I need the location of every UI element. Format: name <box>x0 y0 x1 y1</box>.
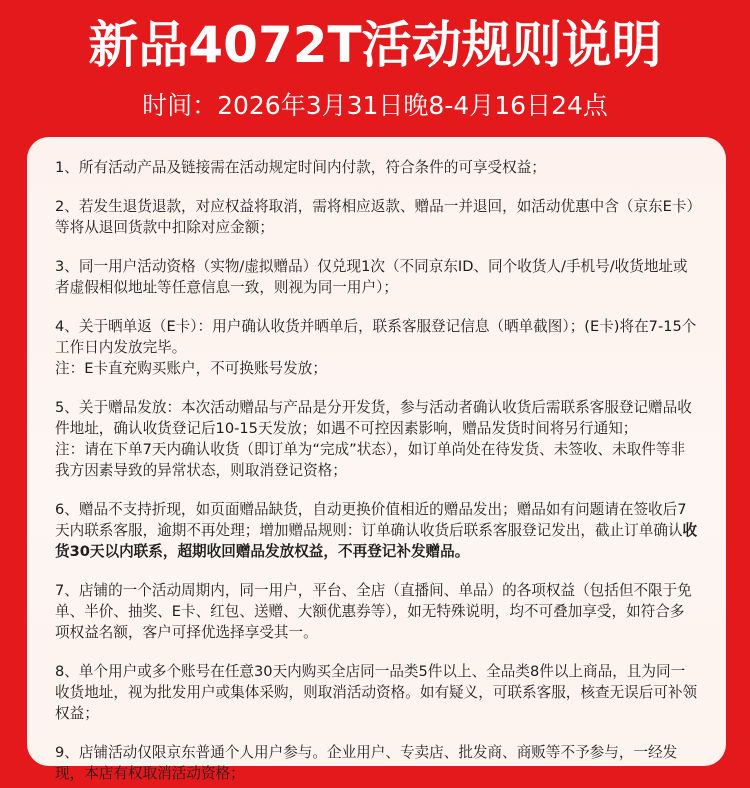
rule-text: 4、关于晒单返（E卡）：用户确认收货并晒单后，联系客服登记信息（晒单截图）；(E卡)将在7-15个工作日内发放完毕。 <box>55 318 697 356</box>
rule-item-4 <box>55 316 698 379</box>
rule-item-8 <box>55 661 698 724</box>
rule-text: 2、若发生退货退款，对应权益将取消，需将相应返款、赠品一并退回，如活动优惠中含（京东E卡）等将从退回货款中扣除对应金额； <box>55 198 694 236</box>
rule-text: 3、同一用户活动资格（实物/虚拟赠品）仅兑现1次（不同京东ID、同个收货人/手机号/收货地址或者虚假相似地址等任意信息一致，则视为同一用户）； <box>55 258 688 296</box>
rule-note: 注：请在下单7天内确认收货（即订单为“完成”状态），如订单尚处在待发货、未签收、未取件等非我方因素导致的异常状态，则取消登记资格； <box>55 441 686 479</box>
rules-card <box>27 137 726 782</box>
rule-item-1 <box>55 157 698 178</box>
rule-text-block <box>55 499 698 562</box>
rule-item-3 <box>55 256 698 298</box>
page-title: 新品4072T活动规则说明 <box>88 16 662 74</box>
rule-text: 6、赠品不支持折现，如页面赠品缺货，自动更换价值相近的赠品发出；赠品如有问题请在签收后7天内联系客服，逾期不再处理；增加赠品规则：订单确认收货后联系客服登记发出，截止订单确认 <box>55 501 687 539</box>
rule-item-2 <box>55 196 698 238</box>
rule-bold-text: 收货30天以内联系，超期收回赠品发放权益，不再登记补发赠品。 <box>55 522 698 560</box>
rule-note: 注：E卡直充购买账户，不可换账号发放； <box>55 360 327 377</box>
rule-text: 9、店铺活动仅限京东普通个人用户参与。企业用户、专卖店、批发商、商贩等不予参与，一经发现，本店有权取消活动资格； <box>55 744 678 782</box>
rule-text: 1、所有活动产品及链接需在活动规定时间内付款，符合条件的可享受权益； <box>55 159 546 176</box>
rule-text: 7、店铺的一个活动周期内，同一用户，平台、全店（直播间、单品）的各项权益（包括但不限于免单、半价、抽奖、E卡、红包、送赠、大额优惠券等），如无特殊说明，均不可叠加享受，如符合多项权益名额，客户可择优选择享受其一。 <box>55 582 692 641</box>
rule-item-7 <box>55 580 698 643</box>
rule-text: 5、关于赠品发放：本次活动赠品与产品是分开发货，参与活动者确认收货后需联系客服登记赠品收件地址，确认收货登记后10-15天发放；如遇不可控因素影响，赠品发货时间将另行通知； <box>55 399 692 437</box>
rule-item-6 <box>55 499 698 562</box>
rule-text: 8、单个用户或多个账号在任意30天内购买全店同一品类5件以上、全品类8件以上商品，且为同一收货地址，视为批发用户或集体采购，则取消活动资格。如有疑义，可联系客服，核查无误后可补领权益； <box>55 663 698 722</box>
rule-item-5 <box>55 397 698 481</box>
activity-time: 时间：2026年3月31日晚8-4月16日24点 <box>142 91 608 120</box>
rule-item-9 <box>55 742 698 784</box>
